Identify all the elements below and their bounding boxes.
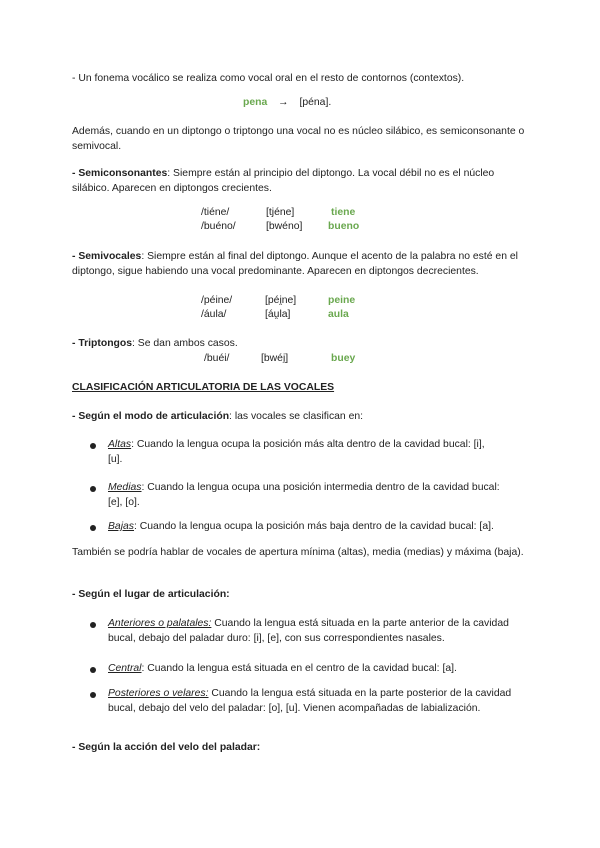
example-row: /buéi/ (204, 353, 230, 364)
semiconsonantes-term: - Semiconsonantes (72, 168, 168, 179)
triptongos-term: - Triptongos (72, 338, 133, 349)
example-row-word: bueno (328, 221, 360, 232)
modo-heading-text: : las vocales se clasifican en: (229, 411, 364, 422)
list-item-text: [u]. (108, 453, 123, 465)
bullet-icon (90, 692, 96, 698)
bullet-icon (90, 443, 96, 449)
example-row-word: aula (328, 309, 349, 320)
bullet-icon (90, 486, 96, 492)
modo-note: También se podría hablar de vocales de apertura mínima (altas), media (medias) y máxima (baja). (72, 547, 524, 558)
semivocales-term: - Semivocales (72, 251, 142, 262)
bullet-icon (90, 525, 96, 531)
list-item-term: Anteriores o palatales: (108, 618, 212, 629)
example-row: /áula/ (201, 309, 227, 320)
list-item (108, 520, 528, 535)
example-row: /buéno/ (201, 221, 236, 232)
intro-example (243, 97, 331, 108)
list-item-text: [e], [o]. (108, 496, 140, 508)
example-row-ipa: [bwéno] (266, 221, 303, 232)
example-row-ipa: [tjéne] (266, 207, 295, 218)
list-item-text: : Cuando la lengua está situada en el centro de la cavidad bucal: [a]. (141, 663, 457, 674)
triptongos-paragraph (72, 337, 532, 352)
semivocales-paragraph (72, 250, 532, 279)
velo-heading (72, 741, 532, 756)
example-row-word: buey (331, 353, 356, 364)
arrow-icon: → (278, 97, 289, 108)
example-row-word: peine (328, 295, 356, 306)
list-item-text: : Cuando la lengua ocupa una posición intermedia dentro de la cavidad bucal: (141, 482, 500, 493)
diphthong-note: Además, cuando en un diptongo o triptongo una vocal no es núcleo silábico, es semiconsonante o semivocal. (72, 126, 525, 152)
list-item (108, 662, 528, 677)
example-row-ipa: [bwéi̯] (261, 353, 289, 364)
semivocales-text: : Siempre están al final del diptongo. Aunque el acento de la palabra no esté en el diptongo, sigue habiendo una vocal predominante. Aparecen en diptongos decrecientes. (72, 251, 518, 277)
example-row-ipa: [péi̯ne] (265, 295, 297, 306)
list-item (108, 687, 528, 716)
list-item (108, 481, 528, 510)
bullet-icon (90, 667, 96, 673)
modo-heading (72, 410, 532, 425)
list-item-term: Medias (108, 482, 142, 493)
example-ipa: [péna]. (299, 97, 332, 108)
modo-heading-term: - Según el modo de articulación (72, 411, 230, 422)
example-row: /tiéne/ (201, 207, 230, 218)
lugar-heading-term: - Según el lugar de articulación: (72, 589, 230, 600)
list-item-text: : Cuando la lengua ocupa la posición más baja dentro de la cavidad bucal: [a]. (134, 521, 494, 532)
example-word: pena (243, 97, 268, 108)
triptongos-text: : Se dan ambos casos. (132, 338, 238, 349)
list-item-term: Bajas (108, 521, 134, 532)
list-item-text: Cuando la lengua está situada en la parte posterior de la cavidad bucal, debajo del velo del paladar: [o], [u]. Vienen acompañadas de labialización. (108, 688, 512, 714)
list-item-term: Central (108, 663, 142, 674)
example-row-ipa: [áu̯la] (265, 309, 291, 320)
semiconsonantes-paragraph (72, 167, 532, 196)
list-item-term: Altas (108, 439, 132, 450)
list-item-term: Posteriores o velares: (108, 688, 209, 699)
list-item-text: Cuando la lengua está situada en la parte anterior de la cavidad bucal, debajo del paladar duro: [i], [e], con sus correspondientes nasales. (108, 618, 509, 644)
section-title: CLASIFICACIÓN ARTICULATORIA DE LAS VOCALES (72, 382, 335, 393)
list-item-text: : Cuando la lengua ocupa la posición más alta dentro de la cavidad bucal: [i], (131, 439, 485, 450)
intro-line: - Un fonema vocálico se realiza como vocal oral en el resto de contornos (contextos). (72, 73, 465, 84)
list-item (108, 438, 528, 467)
example-row-word: tiene (331, 207, 356, 218)
lugar-heading (72, 588, 532, 603)
bullet-icon (90, 622, 96, 628)
list-item (108, 617, 528, 646)
example-row: /péine/ (201, 295, 233, 306)
semiconsonantes-text: : Siempre están al principio del diptongo. La vocal débil no es el núcleo silábico. Aparecen en diptongos crecientes. (72, 168, 495, 194)
velo-heading-term: - Según la acción del velo del paladar: (72, 742, 261, 753)
